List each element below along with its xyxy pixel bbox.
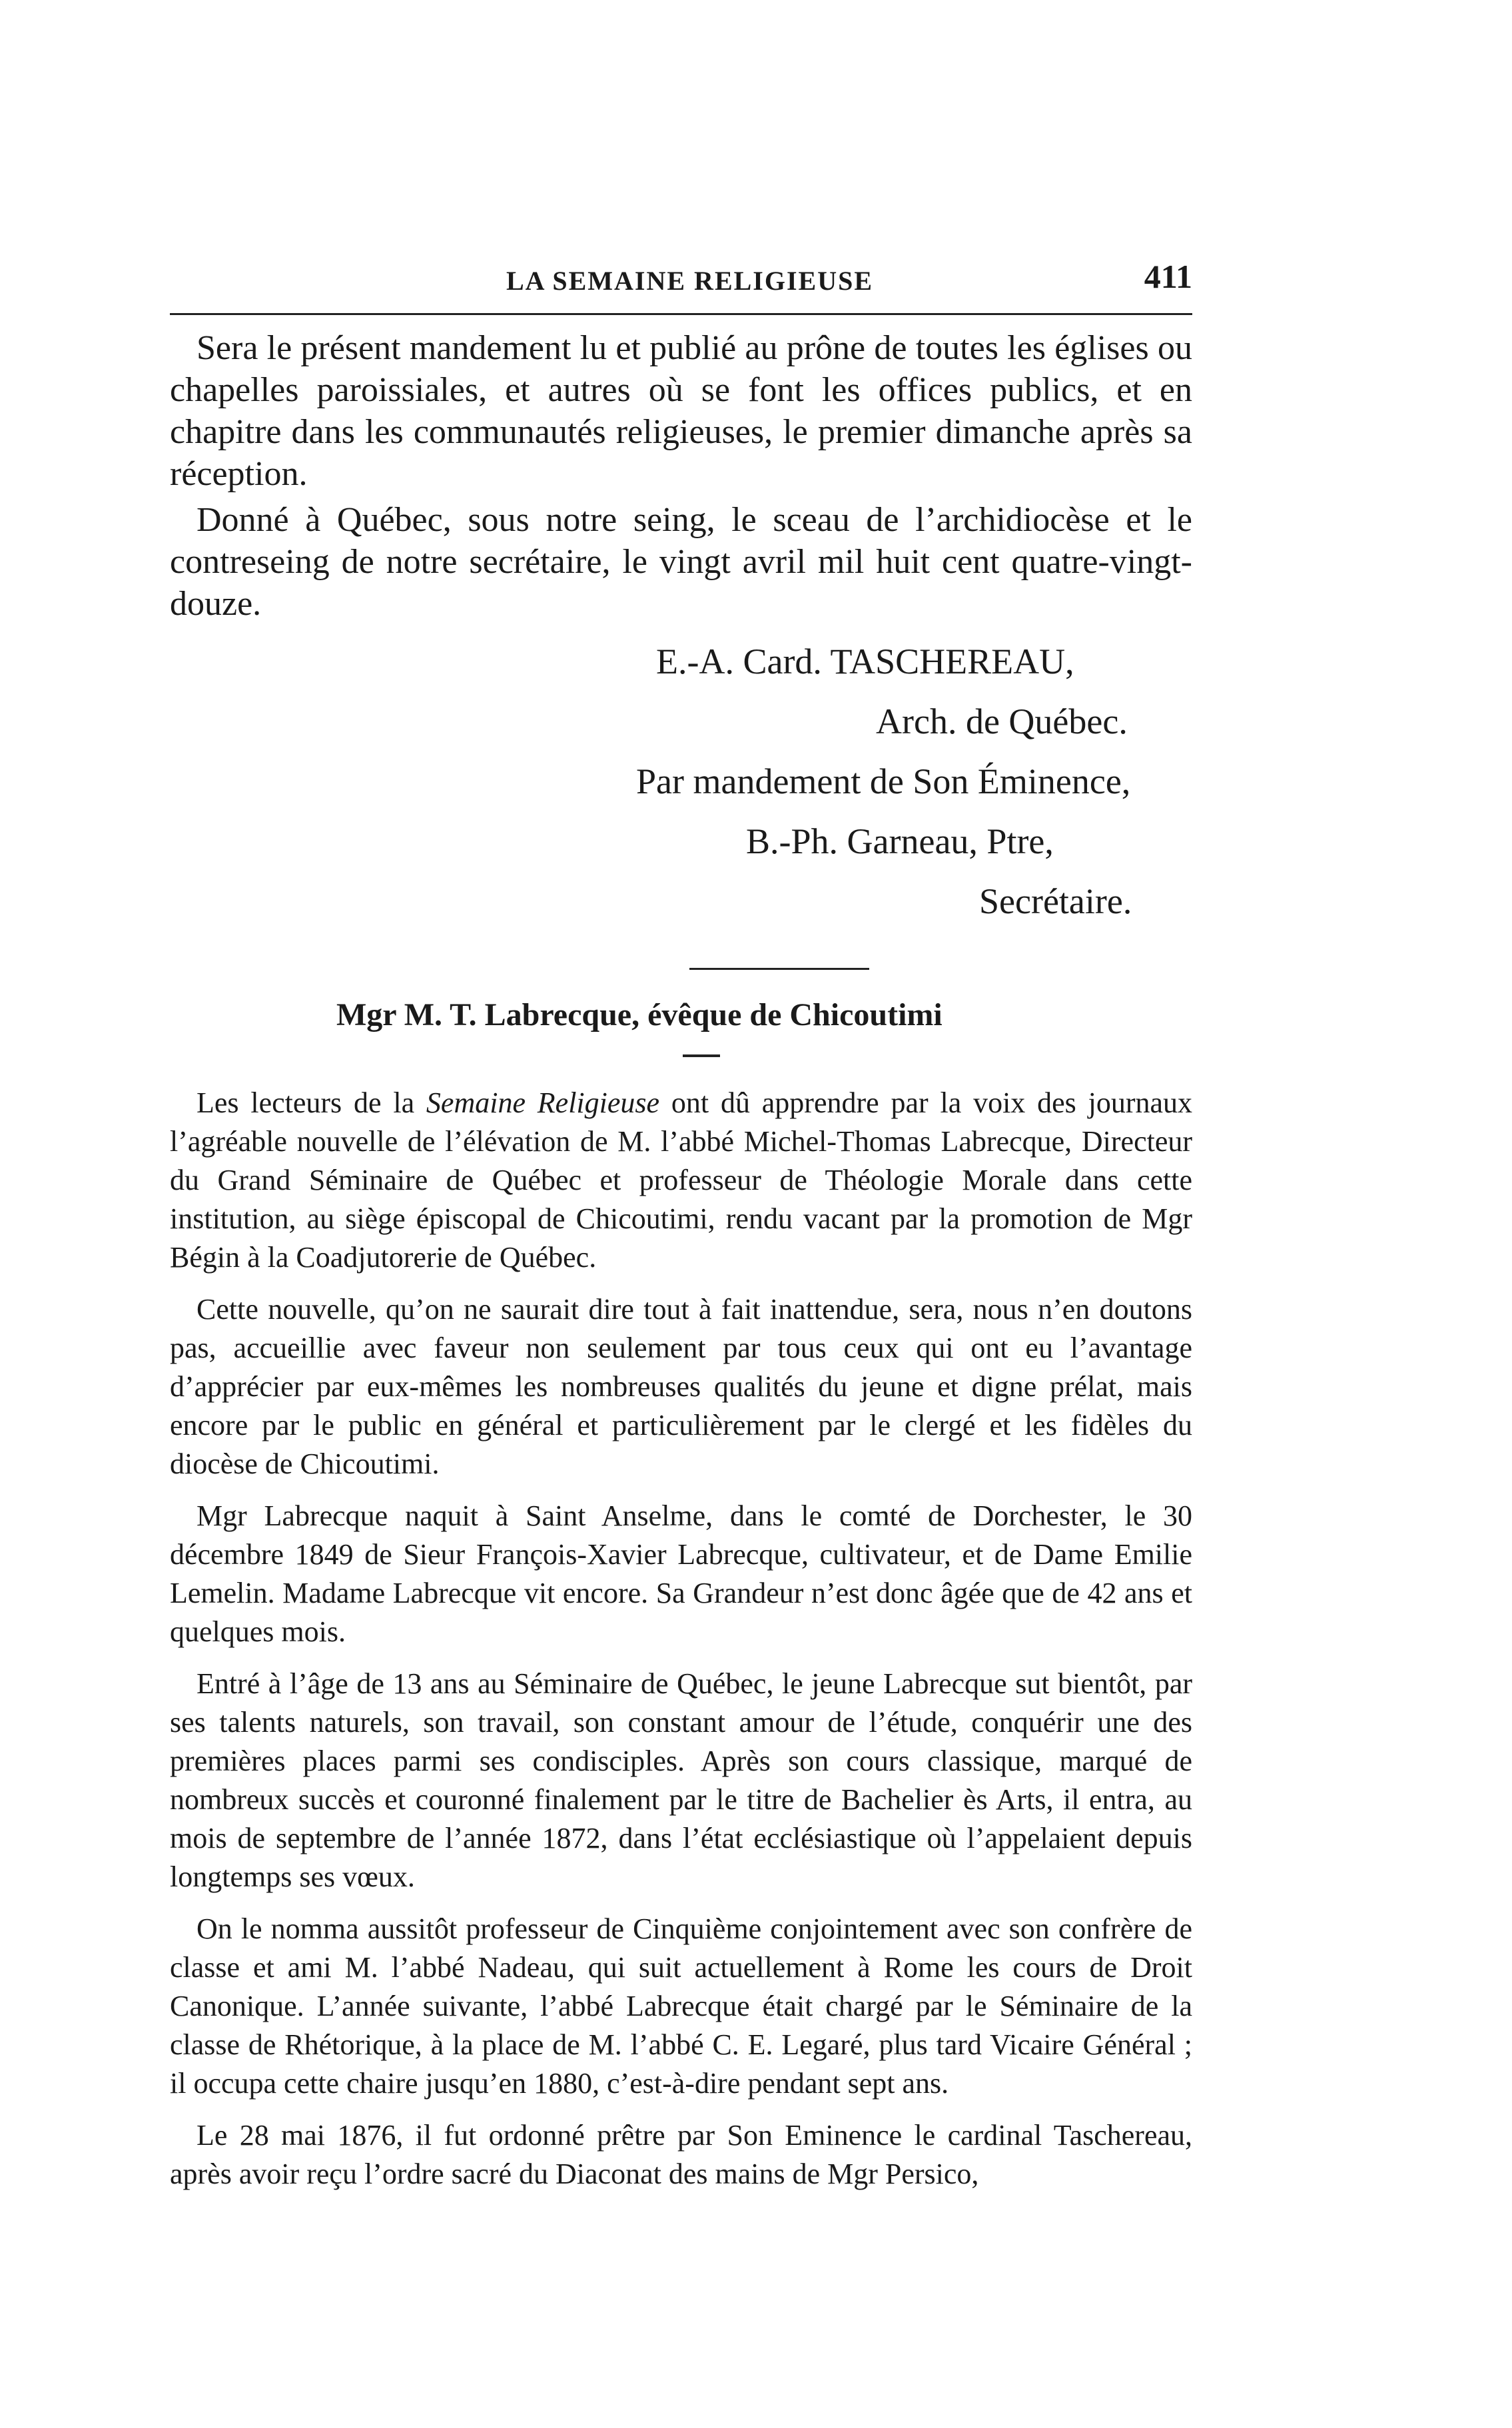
running-head: [170, 260, 1192, 308]
signatory-name: E.-A. Card. TASCHEREAU,: [656, 641, 1074, 681]
article-paragraph: Cette nouvelle, qu’on ne saurait dire tout à fait inattendue, sera, nous n’en doutons pas, accueillie avec faveur non seulement par tous ceux qui ont eu l’avantage d’apprécier par eux-mêmes les nombreuses qualités du jeune et digne prélat, mais encore par le public en général et particulièrement par le clergé et les fidèles du diocèse de Chicoutimi.: [170, 1293, 1192, 1480]
article-body: [170, 1084, 1192, 2194]
signatory-title: Arch. de Québec.: [876, 701, 1128, 741]
running-title: LA SEMAINE RELIGIEUSE: [506, 266, 874, 296]
article-paragraph: Mgr Labrecque naquit à Saint Anselme, dans le comté de Dorchester, le 30 décembre 1849 de Sieur François-Xavier Labrecque, cultivateur, et de Dame Emilie Lemelin. Madame Labrecque vit encore. Sa Grandeur n’est donc âgée que de 42 ans et quelques mois.: [170, 1499, 1192, 1648]
mandement-paragraph: Sera le présent mandement lu et publié au prône de toutes les églises ou chapelles paroissiales, et autres où se font les offices publics, et en chapitre dans les communautés religieuses, le premier dimanche après sa réception.: [170, 329, 1192, 493]
secretary-name: B.-Ph. Garneau, Ptre,: [746, 821, 1054, 861]
journal-title: Semaine Religieuse: [426, 1086, 660, 1119]
page: [170, 260, 1192, 2194]
secretary-title: Secrétaire.: [979, 881, 1132, 921]
article-paragraph: On le nomma aussitôt professeur de Cinquième conjointement avec son confrère de classe et ami M. l’abbé Nadeau, qui suit actuellement à Rome les cours de Droit Canonique. L’année suivante, l’abbé Labrecque était chargé par le Séminaire de la classe de Rhétorique, à la place de M. l’abbé C. E. Legaré, plus tard Vicaire Général ; il occupa cette chaire jusqu’en 1880, c’est-à-dire pendant sept ans.: [170, 1912, 1192, 2100]
text-run: ont dû apprendre par la voix des journaux l’agréable nouvelle de l’élévation de M. l’abbé Michel-Thomas Labrecque, Directeur du Grand Séminaire de Québec et professeur de Théologie Morale dans cette institution, au siège épiscopal de Chicoutimi, rendu vacant par la promotion de Mgr Bégin à la Coadjutorerie de Québec.: [170, 1086, 1193, 1274]
article-paragraph: [170, 1084, 1192, 1277]
page-number: 411: [1144, 258, 1192, 295]
mandement-text: [170, 327, 1192, 625]
article-paragraph: Entré à l’âge de 13 ans au Séminaire de Québec, le jeune Labrecque sut bientôt, par ses talents naturels, son travail, son constant amour de l’étude, conquérir une des premières places parmi ses condisciples. Après son cours classique, marqué de nombreux succès et couronné finalement par le titre de Bachelier ès Arts, il entra, au mois de septembre de l’année 1872, dans l’état ecclésiastique où l’appelaient depuis longtemps ses vœux.: [170, 1667, 1192, 1893]
title-dash: [683, 1054, 720, 1057]
header-rule: [170, 313, 1192, 315]
article-title: Mgr M. T. Labrecque, évêque de Chicoutimi: [336, 997, 943, 1032]
article-paragraph: Le 28 mai 1876, il fut ordonné prêtre par Son Eminence le cardinal Taschereau, après avoir reçu l’ordre sacré du Diaconat des mains de Mgr Persico,: [170, 2119, 1192, 2190]
mandement-paragraph: Donné à Québec, sous notre seing, le sceau de l’archidiocèse et le contreseing de notre secrétaire, le vingt avril mil huit cent quatre-vingt-douze.: [170, 501, 1192, 623]
text-run: Les lecteurs de la: [196, 1086, 426, 1119]
signature-block: [170, 631, 1192, 931]
section-divider: [689, 968, 869, 970]
order-line: Par mandement de Son Éminence,: [636, 761, 1131, 801]
